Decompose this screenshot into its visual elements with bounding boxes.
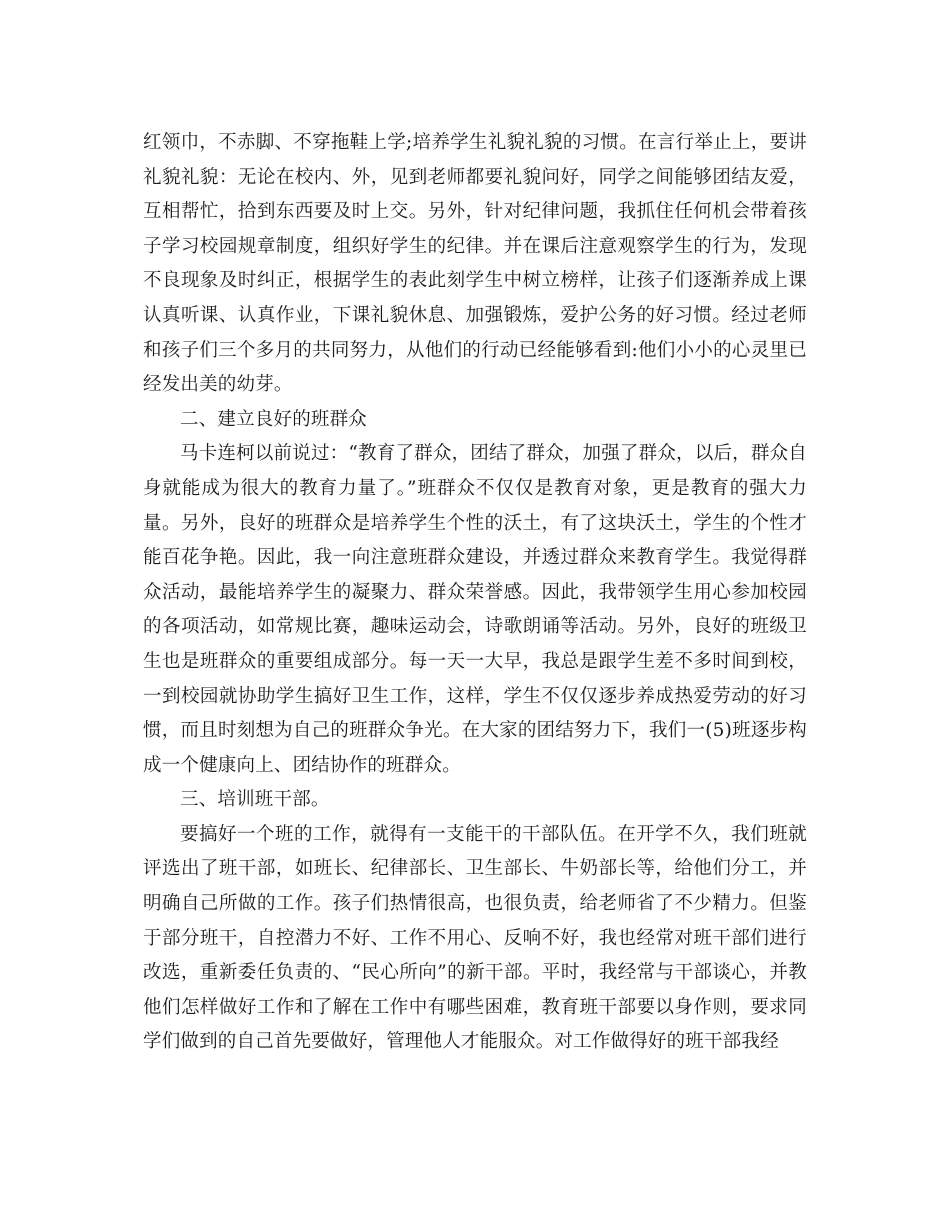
paragraph-class-cadres: 要搞好一个班的工作，就得有一支能干的干部队伍。在开学不久，我们班就评选出了班干部，如班长、纪律部长、卫生部长、牛奶部长等，给他们分工，并明确自己所做的工作。孩子们热情很高，也很负责，给老师省了不少精力。但鉴于部分班干，自控潜力不好、工作不用心、反响不好，我也经常对班干部们进行改选，重新委任负责的、“民心所向”的新干部。平时，我经常与干部谈心，并教他们怎样做好工作和了解在工作中有哪些困难，教育班干部要以身作则，要求同学们做到的自己首先要做好，管理他人才能服众。对工作做得好的班干部我经 xyxy=(143,823,807,1053)
document-body xyxy=(143,126,807,1060)
section-heading-class-cadres: 三、培训班干部。 xyxy=(180,789,330,811)
section-heading-class-collective: 二、建立良好的班群众 xyxy=(180,408,368,430)
paragraph-habits: 红领巾，不赤脚、不穿拖鞋上学;培养学生礼貌礼貌的习惯。在言行举止上，要讲礼貌礼貌：无论在校内、外，见到老师都要礼貌问好，同学之间能够团结友爱，互相帮忙，拾到东西要及时上交。另外，针对纪律问题，我抓住任何机会带着孩子学习校园规章制度，组织好学生的纪律。并在课后注意观察学生的行为，发现不良现象及时纠正，根据学生的表此刻学生中树立榜样，让孩子们逐渐养成上课认真听课、认真作业，下课礼貌休息、加强锻炼，爱护公务的好习惯。经过老师和孩子们三个多月的共同努力，从他们的行动已经能够看到:他们小小的心灵里已经发出美的幼芽。 xyxy=(143,132,807,396)
paragraph-class-collective: 马卡连柯以前说过：“教育了群众，团结了群众，加强了群众，以后，群众自身就能成为很大的教育力量了。”班群众不仅仅是教育对象，更是教育的强大力量。另外，良好的班群众是培养学生个性的沃土，有了这块沃土，学生的个性才能百花争艳。因此，我一向注意班群众建设，并透过群众来教育学生。我觉得群众活动，最能培养学生的凝聚力、群众荣誉感。因此，我带领学生用心参加校园的各项活动，如常规比赛，趣味运动会，诗歌朗诵等活动。另外，良好的班级卫生也是班群众的重要组成部分。每一天一大早，我总是跟学生差不多时间到校，一到校园就协助学生搞好卫生工作，这样，学生不仅仅逐步养成热爱劳动的好习惯，而且时刻想为自己的班群众争光。在大家的团结努力下，我们一(5)班逐步构成一个健康向上、团结协作的班群众。 xyxy=(143,443,807,776)
